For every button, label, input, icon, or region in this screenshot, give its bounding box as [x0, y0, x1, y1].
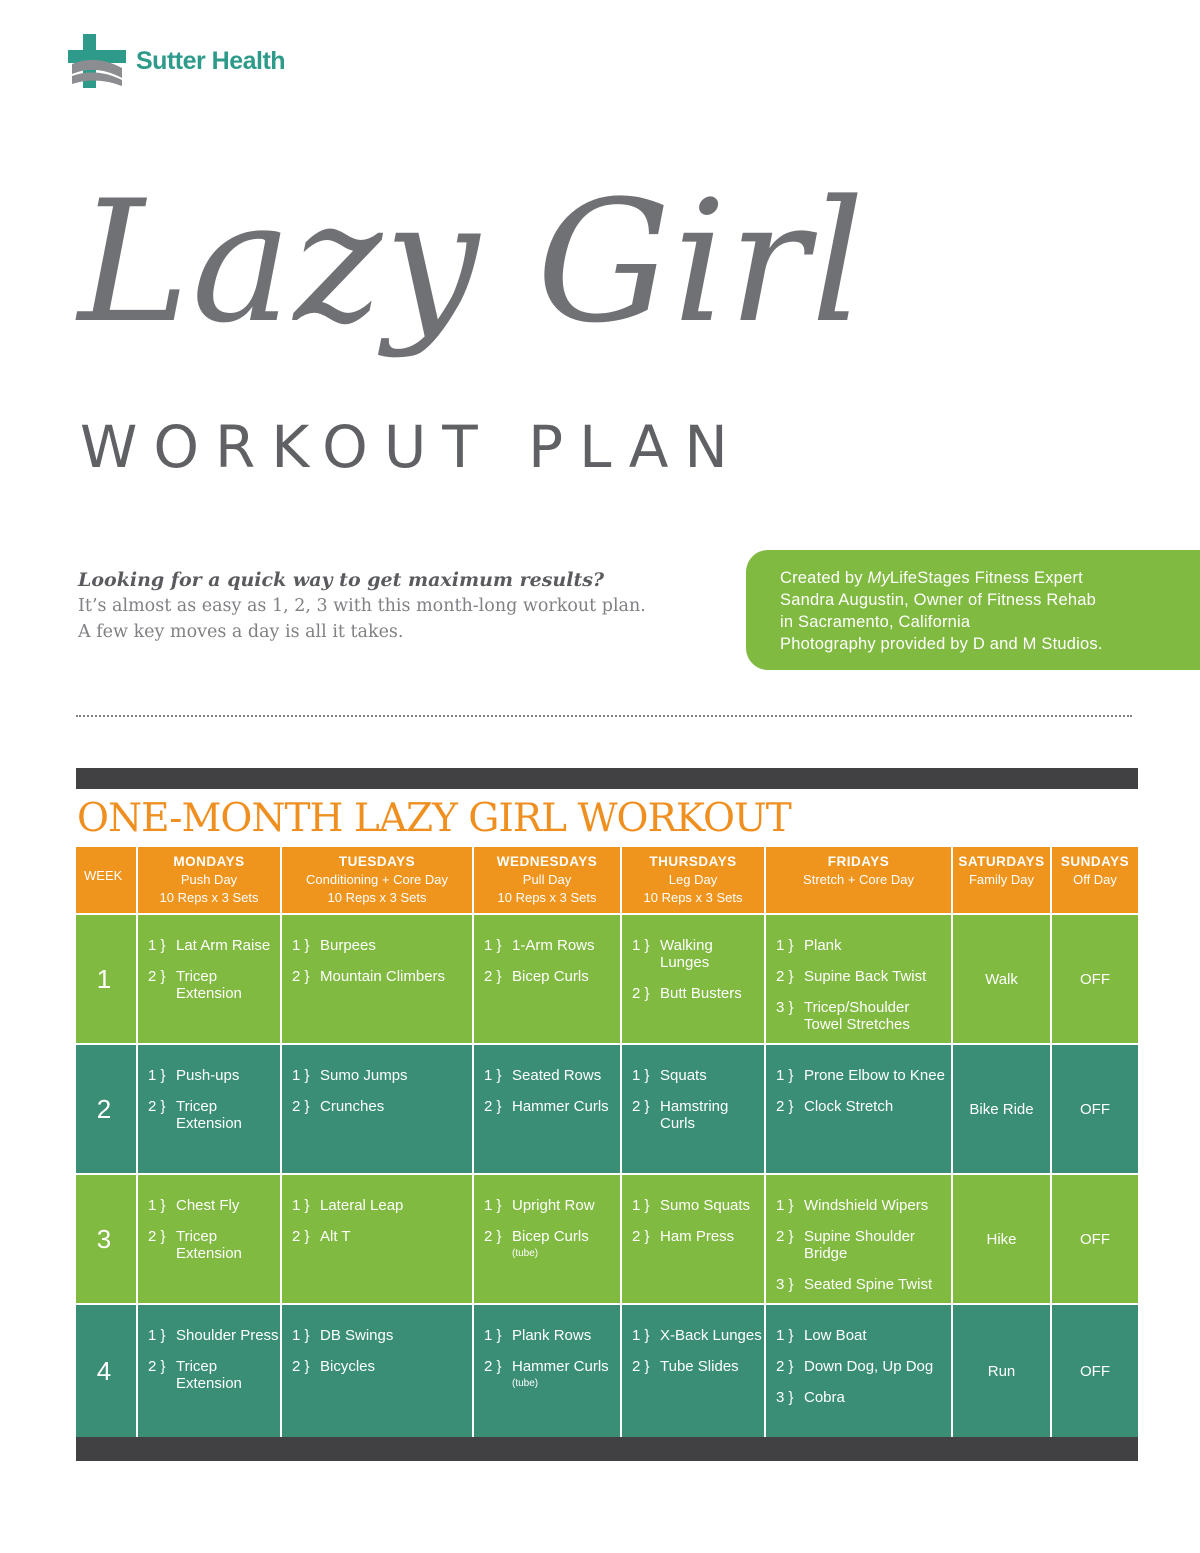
header-friday	[766, 847, 953, 913]
header-monday	[138, 847, 282, 913]
exercise-number: 3 }	[776, 1389, 794, 1406]
exercise-name: Lateral Leap	[320, 1197, 404, 1214]
exercise-name: Bicep Curls	[512, 1228, 589, 1245]
exercise-name-wrap	[804, 1197, 951, 1214]
exercise-cell	[138, 1305, 282, 1437]
exercise-cell	[138, 1045, 282, 1173]
day-name: WEDNESDAYS	[496, 854, 598, 869]
exercise-name-wrap	[176, 1067, 280, 1084]
day-focus: Leg Day	[668, 872, 718, 887]
exercise-number: 1 }	[632, 1197, 650, 1214]
exercise-cell	[766, 1305, 953, 1437]
exercise-name: Down Dog, Up Dog	[804, 1358, 934, 1375]
exercise-name: Supine Back Twist	[804, 968, 927, 985]
exercise-number: 1 }	[632, 1067, 650, 1084]
exercise-item	[484, 1098, 620, 1115]
exercise-name-wrap	[320, 1067, 472, 1084]
exercise-name: Butt Busters	[660, 985, 742, 1002]
exercise-name-wrap	[512, 968, 620, 985]
exercise-name: Tricep Extension	[176, 1228, 242, 1262]
sunday-activity: OFF	[1080, 970, 1110, 988]
exercise-name-wrap	[804, 1276, 951, 1293]
exercise-name-wrap	[804, 1098, 951, 1115]
exercise-item	[776, 1228, 951, 1262]
exercise-name: Hammer Curls	[512, 1098, 609, 1115]
exercise-number: 2 }	[484, 1358, 502, 1375]
dotted-divider	[76, 715, 1132, 717]
day-name: SUNDAYS	[1060, 854, 1130, 869]
exercise-name: Clock Stretch	[804, 1098, 894, 1115]
exercise-number: 2 }	[776, 1358, 794, 1375]
intro-line-1: It’s almost as easy as 1, 2, 3 with this month-long workout plan.	[78, 596, 646, 616]
exercise-number: 2 }	[632, 1358, 650, 1375]
page-title: Lazy Girl	[78, 164, 867, 360]
day-focus: Push Day	[180, 872, 238, 887]
exercise-number: 2 }	[776, 1098, 794, 1115]
exercise-cell	[282, 915, 474, 1043]
saturday-activity: Hike	[953, 1175, 1052, 1303]
exercise-number: 2 }	[292, 1358, 310, 1375]
exercise-number: 3 }	[776, 1276, 794, 1293]
week-number: 2	[76, 1045, 138, 1173]
exercise-name-wrap	[320, 1098, 472, 1115]
exercise-item	[484, 1067, 620, 1084]
exercise-name: Hammer Curls	[512, 1358, 609, 1375]
week-row	[76, 1175, 1138, 1303]
header-wednesday	[474, 847, 622, 913]
exercise-name-wrap	[176, 1098, 280, 1132]
exercise-name-wrap	[176, 1197, 280, 1214]
intro-line-2: A few key moves a day is all it takes.	[78, 622, 404, 642]
exercise-item	[632, 1228, 764, 1245]
credit-line-1	[780, 567, 1200, 589]
exercise-item	[632, 985, 764, 1002]
exercise-item	[292, 1358, 472, 1375]
exercise-item	[148, 1358, 280, 1392]
day-focus: Family Day	[968, 872, 1034, 887]
exercise-cell	[474, 915, 622, 1043]
exercise-number: 1 }	[484, 1067, 502, 1084]
exercise-cell	[766, 915, 953, 1043]
exercise-name-wrap	[660, 1228, 764, 1245]
credit-box	[746, 550, 1200, 670]
exercise-item	[776, 937, 951, 954]
exercise-name-wrap	[176, 937, 280, 954]
week-number: 3	[76, 1175, 138, 1303]
day-focus: Pull Day	[522, 872, 572, 887]
exercise-name-wrap	[660, 1358, 764, 1375]
exercise-name-wrap	[660, 1197, 764, 1214]
exercise-name-wrap	[176, 1327, 280, 1344]
exercise-item	[632, 1098, 764, 1132]
sunday-activity: OFF	[1080, 1230, 1110, 1248]
exercise-name: Prone Elbow to Knee	[804, 1067, 945, 1084]
day-reps: 10 Reps x 3 Sets	[643, 890, 743, 905]
exercise-name-wrap	[320, 1228, 472, 1245]
exercise-name: Bicycles	[320, 1358, 376, 1375]
exercise-item	[632, 1358, 764, 1375]
exercise-name-wrap	[804, 968, 951, 985]
day-reps: 10 Reps x 3 Sets	[327, 890, 427, 905]
brand-name: Sutter Health	[136, 46, 286, 75]
exercise-name: Supine Shoulder Bridge	[804, 1228, 915, 1262]
header-saturday	[953, 847, 1052, 913]
exercise-name: Tricep Extension	[176, 1098, 242, 1132]
exercise-item	[632, 937, 764, 971]
exercise-number: 1 }	[292, 937, 310, 954]
exercise-name: Seated Spine Twist	[804, 1276, 933, 1293]
exercise-name: Tricep Extension	[176, 968, 242, 1002]
exercise-item	[776, 1327, 951, 1344]
exercise-number: 2 }	[484, 1098, 502, 1115]
day-name: SATURDAYS	[958, 854, 1045, 869]
exercise-name-wrap	[660, 1327, 764, 1344]
exercise-name: Alt T	[320, 1228, 351, 1245]
exercise-cell	[766, 1045, 953, 1173]
table-top-bar	[76, 768, 1138, 789]
exercise-cell	[766, 1175, 953, 1303]
exercise-item	[292, 968, 472, 985]
week-row	[76, 1045, 1138, 1173]
exercise-number: 1 }	[148, 1067, 166, 1084]
exercise-cell	[282, 1305, 474, 1437]
exercise-name-wrap	[176, 1358, 280, 1392]
page-subtitle: WORKOUT PLAN	[80, 413, 744, 481]
exercise-name-wrap	[660, 1067, 764, 1084]
exercise-name-wrap	[660, 1098, 764, 1132]
week-row	[76, 1305, 1138, 1437]
table-title: ONE-MONTH LAZY GIRL WORKOUT	[77, 796, 791, 841]
exercise-item	[148, 968, 280, 1002]
header-thursday	[622, 847, 766, 913]
exercise-item	[292, 937, 472, 954]
exercise-note: (tube)	[512, 1378, 539, 1389]
exercise-name: Shoulder Press	[176, 1327, 279, 1344]
exercise-number: 1 }	[484, 937, 502, 954]
table-header-row	[76, 847, 1138, 913]
exercise-name-wrap	[660, 985, 764, 1002]
exercise-name-wrap	[512, 1067, 620, 1084]
exercise-item	[776, 1067, 951, 1084]
exercise-item	[148, 1067, 280, 1084]
exercise-item	[292, 1098, 472, 1115]
exercise-item	[776, 1389, 951, 1406]
week-header: WEEK	[76, 847, 138, 913]
exercise-number: 1 }	[776, 1067, 794, 1084]
exercise-number: 2 }	[292, 1228, 310, 1245]
exercise-number: 2 }	[148, 1098, 166, 1115]
intro-lead: Looking for a quick way to get maximum results?	[78, 569, 605, 591]
exercise-number: 1 }	[292, 1327, 310, 1344]
exercise-cell	[138, 1175, 282, 1303]
day-focus: Conditioning + Core Day	[306, 872, 448, 887]
exercise-name-wrap	[660, 937, 764, 971]
exercise-item	[292, 1327, 472, 1344]
exercise-cell	[622, 1045, 766, 1173]
header-sunday	[1052, 847, 1138, 913]
exercise-name-wrap	[804, 1389, 951, 1406]
credit-line-4: Photography provided by D and M Studios.	[780, 635, 1103, 653]
credit-prefix: Created by	[780, 569, 868, 587]
saturday-activity: Walk	[953, 915, 1052, 1043]
exercise-cell	[622, 915, 766, 1043]
exercise-name: Walking Lunges	[660, 937, 713, 971]
exercise-item	[484, 937, 620, 954]
day-reps: 10 Reps x 3 Sets	[497, 890, 597, 905]
sunday-activity: OFF	[1080, 1362, 1110, 1380]
exercise-cell	[622, 1175, 766, 1303]
exercise-name: Ham Press	[660, 1228, 735, 1245]
exercise-cell	[622, 1305, 766, 1437]
day-name: FRIDAYS	[827, 854, 890, 869]
exercise-number: 3 }	[776, 999, 794, 1016]
exercise-name-wrap	[512, 937, 620, 954]
exercise-item	[148, 1228, 280, 1262]
exercise-cell	[474, 1175, 622, 1303]
exercise-item	[292, 1228, 472, 1245]
exercise-name-wrap	[512, 1098, 620, 1115]
exercise-name-wrap	[176, 1228, 280, 1262]
exercise-name: 1-Arm Rows	[512, 937, 595, 954]
day-name: TUESDAYS	[338, 854, 416, 869]
exercise-name-wrap	[176, 968, 280, 1002]
exercise-note: (tube)	[512, 1248, 539, 1259]
exercise-name: Squats	[660, 1067, 707, 1084]
sunday-activity: OFF	[1080, 1100, 1110, 1118]
exercise-number: 1 }	[776, 1327, 794, 1344]
exercise-item	[484, 1327, 620, 1344]
exercise-number: 1 }	[484, 1327, 502, 1344]
exercise-name-wrap	[804, 1358, 951, 1375]
exercise-item	[632, 1067, 764, 1084]
sutter-health-logo-icon	[68, 34, 126, 88]
exercise-name: Tricep Extension	[176, 1358, 242, 1392]
exercise-name: Bicep Curls	[512, 968, 589, 985]
exercise-name-wrap	[320, 968, 472, 985]
exercise-name: Plank Rows	[512, 1327, 592, 1344]
exercise-number: 2 }	[484, 968, 502, 985]
day-focus: Off Day	[1073, 872, 1117, 887]
exercise-item	[776, 968, 951, 985]
exercise-name-wrap	[320, 1327, 472, 1344]
exercise-name-wrap	[512, 1358, 620, 1390]
day-focus: Stretch + Core Day	[803, 872, 914, 887]
exercise-name-wrap	[320, 1358, 472, 1375]
exercise-item	[484, 968, 620, 985]
exercise-number: 2 }	[148, 1228, 166, 1245]
exercise-name: Tube Slides	[660, 1358, 739, 1375]
exercise-name: Windshield Wipers	[804, 1197, 929, 1214]
exercise-number: 2 }	[484, 1228, 502, 1245]
day-reps: 10 Reps x 3 Sets	[159, 890, 259, 905]
exercise-name-wrap	[320, 937, 472, 954]
day-name: MONDAYS	[173, 854, 245, 869]
exercise-name: Burpees	[320, 937, 376, 954]
exercise-name-wrap	[320, 1197, 472, 1214]
exercise-item	[776, 999, 951, 1033]
exercise-cell	[282, 1045, 474, 1173]
exercise-name: Seated Rows	[512, 1067, 602, 1084]
exercise-item	[776, 1276, 951, 1293]
exercise-name: Sumo Squats	[660, 1197, 751, 1214]
intro-text	[78, 567, 718, 645]
exercise-item	[776, 1197, 951, 1214]
exercise-item	[148, 1098, 280, 1132]
exercise-number: 1 }	[776, 937, 794, 954]
exercise-item	[148, 937, 280, 954]
exercise-number: 2 }	[148, 968, 166, 985]
exercise-item	[148, 1327, 280, 1344]
exercise-name: Plank	[804, 937, 842, 954]
exercise-item	[292, 1067, 472, 1084]
exercise-cell	[474, 1045, 622, 1173]
exercise-number: 1 }	[776, 1197, 794, 1214]
exercise-item	[776, 1098, 951, 1115]
exercise-number: 2 }	[632, 1228, 650, 1245]
exercise-name-wrap	[804, 1067, 951, 1084]
exercise-name: Tricep/Shoulder Towel Stretches	[804, 999, 910, 1033]
exercise-number: 1 }	[632, 1327, 650, 1344]
exercise-name: DB Swings	[320, 1327, 394, 1344]
exercise-number: 2 }	[632, 985, 650, 1002]
saturday-activity: Bike Ride	[953, 1045, 1052, 1173]
exercise-name-wrap	[804, 999, 951, 1033]
exercise-name: Push-ups	[176, 1067, 240, 1084]
day-name: THURSDAYS	[649, 854, 737, 869]
exercise-cell	[282, 1175, 474, 1303]
exercise-number: 1 }	[292, 1067, 310, 1084]
exercise-name: Sumo Jumps	[320, 1067, 408, 1084]
week-row	[76, 915, 1138, 1043]
exercise-item	[484, 1358, 620, 1390]
exercise-number: 2 }	[776, 968, 794, 985]
exercise-name: Lat Arm Raise	[176, 937, 271, 954]
exercise-item	[776, 1358, 951, 1375]
exercise-item	[148, 1197, 280, 1214]
exercise-name-wrap	[804, 1327, 951, 1344]
week-number: 4	[76, 1305, 138, 1437]
exercise-number: 1 }	[148, 1327, 166, 1344]
exercise-name: Upright Row	[512, 1197, 595, 1214]
exercise-name: Crunches	[320, 1098, 385, 1115]
credit-line-1-rest: LifeStages Fitness Expert	[889, 569, 1083, 587]
exercise-number: 2 }	[292, 968, 310, 985]
exercise-name: X-Back Lunges	[660, 1327, 762, 1344]
credit-brand: My	[867, 569, 890, 587]
exercise-number: 1 }	[292, 1197, 310, 1214]
exercise-item	[484, 1197, 620, 1214]
exercise-name-wrap	[512, 1197, 620, 1214]
exercise-name-wrap	[804, 937, 951, 954]
exercise-item	[632, 1327, 764, 1344]
exercise-number: 1 }	[484, 1197, 502, 1214]
exercise-number: 2 }	[148, 1358, 166, 1375]
brand-logo	[68, 33, 285, 89]
exercise-name-wrap	[512, 1327, 620, 1344]
exercise-name: Low Boat	[804, 1327, 867, 1344]
exercise-number: 2 }	[776, 1228, 794, 1245]
exercise-number: 1 }	[148, 937, 166, 954]
exercise-item	[484, 1228, 620, 1260]
week-number: 1	[76, 915, 138, 1043]
exercise-name: Chest Fly	[176, 1197, 240, 1214]
exercise-name: Cobra	[804, 1389, 845, 1406]
exercise-item	[632, 1197, 764, 1214]
table-bottom-bar	[76, 1437, 1138, 1461]
exercise-item	[292, 1197, 472, 1214]
header-tuesday	[282, 847, 474, 913]
exercise-name: Mountain Climbers	[320, 968, 446, 985]
exercise-name-wrap	[512, 1228, 620, 1260]
exercise-name-wrap	[804, 1228, 951, 1262]
exercise-number: 2 }	[292, 1098, 310, 1115]
exercise-number: 2 }	[632, 1098, 650, 1115]
saturday-activity: Run	[953, 1305, 1052, 1437]
exercise-cell	[474, 1305, 622, 1437]
exercise-number: 1 }	[148, 1197, 166, 1214]
credit-line-3: in Sacramento, California	[780, 613, 971, 631]
exercise-cell	[138, 915, 282, 1043]
credit-line-2: Sandra Augustin, Owner of Fitness Rehab	[780, 591, 1096, 609]
exercise-name: Hamstring Curls	[660, 1098, 729, 1132]
exercise-number: 1 }	[632, 937, 650, 954]
